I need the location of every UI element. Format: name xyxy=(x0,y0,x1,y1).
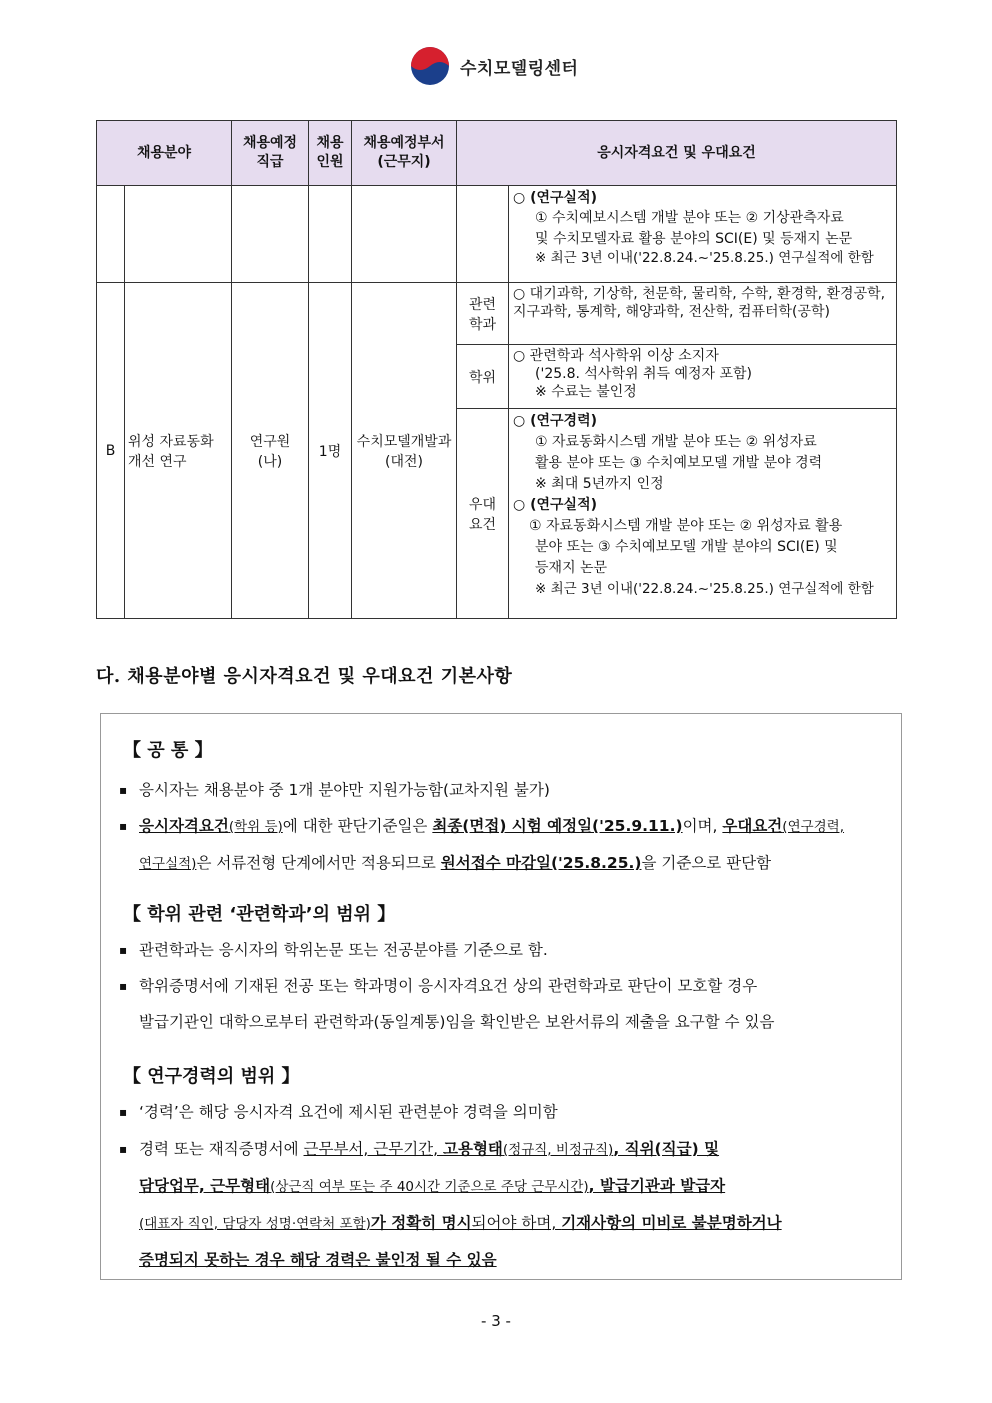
top-requirements-cell: ○ (연구실적) ① 수치예보시스템 개발 분야 또는 ② 기상관측자료 및 수치모델자료 활용 분야의 SCI(E) 및 등재지 논문 ※ 최근 3년 이내('22.8.24.~'25.8.25.) 연구실적에 한함 xyxy=(509,186,897,283)
list-item: ▪ 응시자격요건(학위 등)에 대한 판단기준일은 최종(면접) 시험 예정일('25.9.11.)이며, 우대요건(연구경력, 연구실적)은 서류전형 단계에서만 적용되므로 원서접수 마감일('25.8.25.)을 기준으로 판단함 xyxy=(119,817,845,872)
list-item: ▪ ‘경력’은 해당 응시자격 요건에 제시된 관련분야 경력을 의미함 xyxy=(119,1103,558,1121)
row-grade: 연구원 (나) xyxy=(232,283,309,619)
related-dept-label: 관련 학과 xyxy=(457,283,509,345)
heading-research-career: 【 연구경력의 범위 】 xyxy=(123,1066,300,1087)
heading-common: 【 공 통 】 xyxy=(123,740,213,761)
page-header xyxy=(410,46,578,86)
org-name: 수치모델링센터 xyxy=(460,58,579,79)
row-field: 위성 자료동화 개선 연구 xyxy=(125,283,232,619)
list-item: ▪ 관련학과는 응시자의 학위논문 또는 전공분야를 기준으로 함. xyxy=(119,941,548,959)
heading-related-dept: 【 학위 관련 ‘관련학과’의 범위 】 xyxy=(123,904,396,925)
requirements-box xyxy=(100,713,902,1280)
table-row xyxy=(97,283,897,345)
header-dept: 채용예정부서 (근무지) xyxy=(352,121,457,186)
row-code: B xyxy=(97,283,125,619)
list-item: ▪ 응시자는 채용분야 중 1개 분야만 지원가능함(교차지원 불가) xyxy=(119,781,550,799)
list-item: ▪ 학위증명서에 기재된 전공 또는 학과명이 응시자격요건 상의 관련학과로 판단이 모호할 경우 발급기관인 대학으로부터 관련학과(동일계통)임을 확인받은 보완서류의 제출을 요구할 수 있음 xyxy=(119,977,775,1031)
header-grade: 채용예정 직급 xyxy=(232,121,309,186)
related-dept-text: ○ 대기과학, 기상학, 천문학, 물리학, 수학, 환경학, 환경공학, 지구과학, 통계학, 해양과학, 전산학, 컴퓨터학(공학) xyxy=(509,283,897,345)
row-dept: 수치모델개발과 (대전) xyxy=(352,283,457,619)
recruitment-table xyxy=(96,120,897,619)
header-requirements: 응시자격요건 및 우대요건 xyxy=(457,121,897,186)
table-header-row xyxy=(97,121,897,186)
preference-label: 우대 요건 xyxy=(457,409,509,619)
degree-label: 학위 xyxy=(457,345,509,409)
section-title: 다. 채용분야별 응시자격요건 및 우대요건 기본사항 xyxy=(96,666,513,687)
row-count: 1명 xyxy=(309,283,352,619)
list-item: ▪ 경력 또는 재직증명서에 근무부서, 근무기간, 고용형태(정규직, 비정규직), 직위(직급) 및 담당업무, 근무형태(상근직 여부 또는 주 40시간 기준으로 주당 근무시간), 발급기관과 발급자 (대표자 직인, 담당자 성명·연락처 포함)가 정확히 명시되어야 하며, 기재사항의 미비로 불분명하거나 증명되지 못하는 경우 해당 경력은 불인정 될 수 있음 xyxy=(119,1140,782,1269)
degree-text: ○ 관련학과 석사학위 이상 소지자 ('25.8. 석사학위 취득 예정자 포함) ※ 수료는 불인정 xyxy=(509,345,897,409)
header-field: 채용분야 xyxy=(97,121,232,186)
page-number: - 3 - xyxy=(481,1312,511,1330)
government-logo-icon xyxy=(410,46,450,86)
header-count: 채용 인원 xyxy=(309,121,352,186)
table-row xyxy=(97,186,897,283)
preference-text: ○ (연구경력) ① 자료동화시스템 개발 분야 또는 ② 위성자료 활용 분야 또는 ③ 수치예보모델 개발 분야 경력 ※ 최대 5년까지 인정 ○ (연구실적) ① 자료동화시스템 개발 분야 또는 ② 위성자료 활용 분야 또는 ③ 수치예보모델 개발 분야의 SCI(E) 및 등재지 논문 ※ 최근 3년 이내('22.8.24.~'25.8.25.) 연구실적에 한함 xyxy=(509,409,897,619)
